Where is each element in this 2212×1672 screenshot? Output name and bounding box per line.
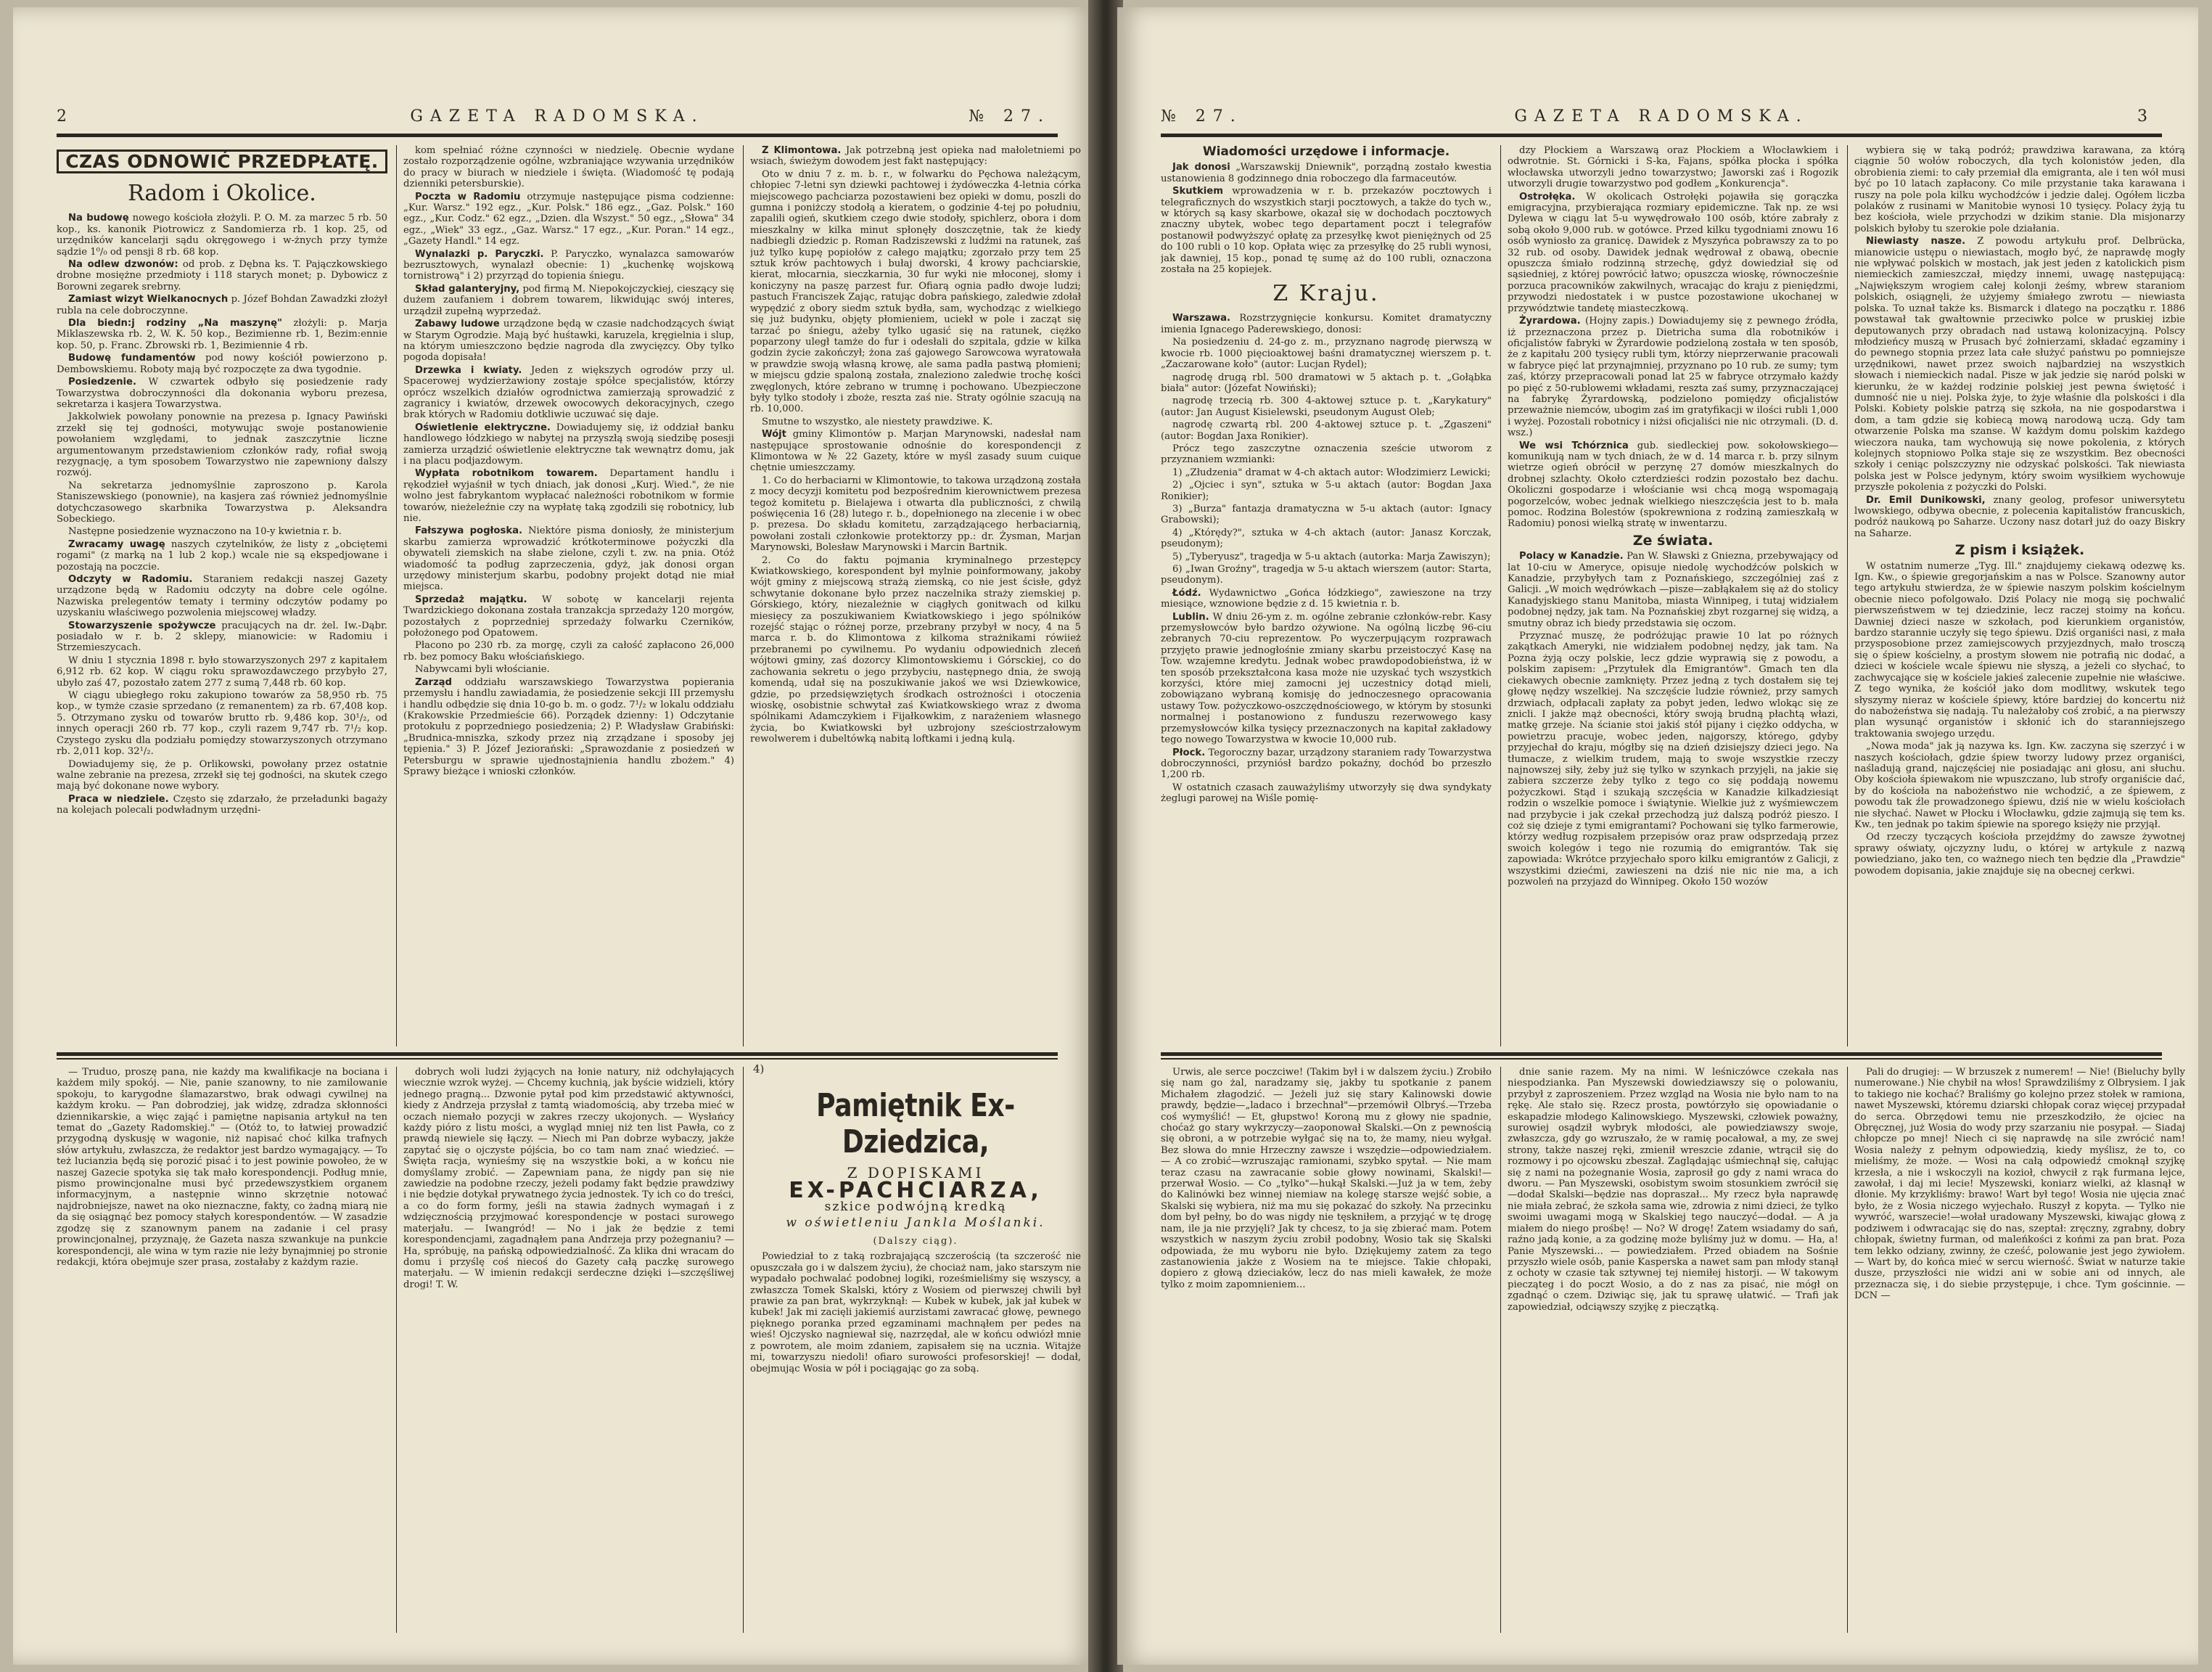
article-paragraph: [1508, 145, 1838, 190]
article-text: 4) „Którędy?", sztuka w 4-ch aktach (autor: Janasz Korczak, pseudonym);: [1161, 527, 1492, 550]
article-paragraph: [1854, 236, 2185, 493]
left-running-head: [57, 107, 1058, 129]
right-running-head: [1161, 107, 2162, 129]
section-title-ze-swiata: Ze świata.: [1632, 532, 1714, 549]
article-text: W czwartek odbyło się posiedzenie rady Towarzystwa dobroczynności dla dokonania wyboru prezesa, sekretarza i kasjera Towarzystwa.: [57, 377, 387, 410]
article-paragraph: [750, 169, 1081, 415]
article-headline: Na odlew dzwonów:: [68, 259, 178, 271]
article-headline: Zabawy ludowe: [415, 319, 500, 330]
article-paragraph: [1161, 747, 1492, 781]
article-text: Przyznać muszę, że podróżując prawie 10 lat po różnych zakątkach Ameryki, nie widziałem podobnej nędzy, jak tam. Na Pozna żyją oczy polskie, lecz gdzie wyprawią się z powodu, a polskim zapisem: „Przytułek dla Emigrantów". Gmach ten dla ciekawych obecnie zamknięty. Przez jedną z tych dostałem się tej głowę nędzy wszelkiej. Na szczęście ludzie również, przy samych drzwiach, odpłacali zapłaty za pobyt jeden, ledwo wlokąc się ze znicli. I jakże mąż obecności, który swoją brudną płachtą włazi, matkę grzeje. Na ścianie stoi jakiś stół pijany i ciężko oddycha, w powietrzu pracuje, wobec jeden, najgorszy, którego, gdyby przyjechał do kraju, mógłby się na dzień dzisiejszy dzieci jego. Na tłumacze, z wielkim trudem, mają to swoje wszystkie rzeczy najnowszej siły, żeby już się tylko w szynkach przyjęli, na jakie się zabiera szczerze żeby tylko z tego co się poddają nowemu pożyczkowi. Stąd i szukają szczęścia w Kanadzie kilkadziesiąt rodzin o wszelkie pomoce i świątynie. Wielkie już z wyśmiewczem nad przybycie i jak czekał przechodzą już dalszą podróż pieszo. I coż się dzieje z tymi emigrantami? Pochowani się tylko farmerowie, którzy według rozpisałem przepisów oraz praw odsprzedają przez swoich kolegów i tego nie rozumią do emigrantów. Tak się zapowiada: Wkrótce przyjechało sporo kilku emigrantów z Galicji, z wszystkimi dziećmi, zawieszeni na dziś nie nic nie ma, a ich pozwoleń na przyjazd do Winnipeg. Około 150 wozów: [1508, 631, 1838, 888]
article-paragraph: [1508, 192, 1838, 314]
article-text: Departament handlu i rękodzieł wyjaśnił w tych dniach, jak donosi „Kurj. Wied.", że nie wolno jest fabrykantom wypłacać należności robotnikom w formie towarów, nieżeleźnie czy na wypłatę taką zgodzili się robotnicy, lub nie.: [403, 468, 734, 524]
feuilleton-text-1: — Truduo, proszę pana, nie każdy ma kwalifikacje na bociana i każdem mily spokój. — Nie, panie szanowny, to nie zamilowanie spokoju, to karygodne ślamazarstwo, brak odwagi cywilnej na każdym kroku. — Pan dobrodziej, jak widzę, zdradza skłonności dziennikarskie, a więc zająć i pamiętne napisania artykuł na ten temat do „Gazety Radomskiej." — (Otóż to, to łatwiej prowadzić przygodną dyskusję w wagonie, niż napisać choć kilka trafnych słów artykułu, zwłaszcza, że redaktor jest bardzo wymagający. — To też lucianzia będą się porozić pisać i to jest powinie powołeo, że w naszej Gazecie spotyka się tak mało korespondencji. Podług mnie, pismo prowincjonalne musi być przedewszystkiem organem informacyjnym, a następnie winno skrzętnie notować najdrobniejsze, nawet na oko nieznaczne, fakty, co żadną miarą nie da się osiągnąć bez pomocy stałych korespondentów. — W zasadzie zgodzę się z szanownym panem na zadanie i cel prasy prowincjonalnej, przyznaję, że Gazeta nasza szwankuje na punkcie korespondencji, ale wina w tym razie nie leży bynajmniej po stronie redakcji, która obejmuje szer prasa, zostałaby z każdym razie.: [57, 1067, 387, 1268]
right-lower-column-1: [1161, 1067, 1492, 1633]
article-text: „Nowa moda" jak ją nazywa ks. Ign. Kw. zaczyna się szerzyć i w naszych kościołach, gdzie śpiew tworzy ludowy przez organiści, naśladują grand, najczęściej nie posiadając ani głosu, ani słuchu. Oby kościoła śpiewakom nie wpuszczano, lub strofy organiście dać, by do kościoła na nabożeństwo nie wchodzić, a ze śpiewem, z powodu tak źle prowadzonego śpiewu, dziś nie w wielu kościołach nie słychać. Nawet w Płocku i Włocławku, gdzie zajmują się tem ks. Kw., ten jednak po takim śpiewie na sporego księży nie przyjął.: [1854, 741, 2185, 830]
left-col2-articles: [403, 145, 734, 777]
article-paragraph: [1161, 372, 1492, 395]
right-head-rule: [1161, 134, 2162, 137]
article-headline: Praca w niedziele.: [68, 793, 169, 805]
article-text: Nabywcami byli włościanie.: [415, 664, 550, 676]
article-text: Jeden z większych ogrodów przy ul. Spacerowej wydzierżawiony zostaje spółce specjalistów, którzy oprócz wszelkich działów ogrodnictwa zamierzają sprowadzić z zagranicy i kwiatów, drzewek owocowych dekoracyjnych, czego brak których w Radomiu dotkliwie uczuwać się daje.: [403, 364, 734, 421]
article-text: nagrodę drugą rbl. 500 dramatowi w 5 aktach p. t. „Gołąbka biała" autor: (Józefat Nowiński);: [1161, 372, 1492, 394]
article-paragraph: [57, 690, 387, 757]
article-paragraph: [1854, 741, 2185, 830]
article-text: naszych czytelników, że listy z „obciętemi rogami" (z marką na 1 lub 2 kop.) wcale nie są ekspedjowane i pozostają na poczcie.: [57, 538, 387, 573]
article-paragraph: [1508, 551, 1838, 629]
article-text: nowego kościoła złożyli. P. O. M. za marzec 5 rb. 50 kop., ks. kanonik Piotrowicz z Sandomierza rb. 1 kop. 25, od urzędników kancelarji sądu okręgowego i w-żnych przy tymże sądzie 1⁰/₀ od pensji 8 rb. 68 kop.: [57, 213, 387, 258]
right-feuilleton-rule: [1161, 1052, 2162, 1056]
article-text: 2. Co do faktu pojmania kryminalnego przestępcy Kwiatkowskiego, korespondent był mylnie poinformowany, jakoby wójt gminy z miejscową strażą ziemską, co nie jest ścisłe, gdyż schwytanie dokonane było przez naczelnika straży ziemskiej p. Górskiego, który, niezależnie w ciągłych gonitwach od kilku miesięcy za poszukiwaniem Kwiatkowskiego i jego spólników rozejść stając o różnej porze, przebrany przybył w nocy, 4 na 5 marca r. b. do Klimontowa z kilkoma strażnikami rówiież przebranemi po cywilnemu. Po wydaniu odpowiednich zleceń wójtowi gminy, zaś dozorcy Klimontowskiemu i Górsckiej, co do zachowania sekretu o jego przybyciu, następnego dnia, że swoją komendą, udał się na poszukiwanie jakoś we wsi Dziewkowice, gdzie, po przedsięwziętych środkach ostrożności i otoczenia wioskę, osobistnie schwytał zaś Kwiatkowskiego wraz z dwoma spólnikami Adamczykiem i Fijałkowkim, z narażeniem własnego życia, bo Kwiatkowski był uzbrojony sześciostrzałowym rewolwerem i dubeltówką nabitą loftkami i jedną kulą.: [750, 554, 1081, 745]
article-paragraph: [57, 620, 387, 654]
left-page: [13, 7, 1094, 1665]
article-paragraph: [403, 365, 734, 421]
article-text: pod nowy kościół powierzono p. Dembowskiemu. Roboty mają być rozpoczęte za dwa tygodnie.: [57, 353, 387, 375]
article-headline: Wynalazki p. Paryczki.: [415, 248, 544, 260]
article-paragraph: [750, 417, 1081, 427]
article-text: nagrodę czwartą rbl. 200 4-aktowej sztuce p. t. „Zgaszeni" (autor: Bogdan Jaxa Ronikier).: [1161, 419, 1492, 442]
article-headline: Zwracamy uwagę: [68, 538, 165, 550]
article-text: Na sekretarza jednomyślnie zaproszono p. Karola Staniszewskiego (ponownie), na kasjera zaś również jednomyślnie dotychczasowego skarbnika Towarzystwa p. Aleksandra Sobeckiego.: [57, 480, 387, 525]
article-text: W okolicach Ostrołęki pojawiła się gorączka emigracyjna, przybierająca rozmiary epidemiczne. Tak np. ze wsi Dylewa w ciągu lat 5-u wywędrowało 100 osób, które zabrały z sobą około 9,000 rub. w gotówce. Przed kilku tygodniami znowu 16 osób wyniosło za granicę. Dawidek z Myszyńca pobrawszy za to po 32 rub. od osoby. Dawidek jednak wędrował z obawą, obecnie opuszcza śmiało rodzinną strzechę, gdyż dowiedział się od sąsiedniej, z której powrócić łatwo; opuszcza wioskę, równocześnie porzuca pracowników zakwilnych, wracając do kraju z pieniędzmi, przywodzi niedostatek i w pustce pozostawione ukochanej w przywództwie tandetę miasteczkową.: [1508, 191, 1838, 314]
article-headline: Polacy w Kanadzie.: [1519, 551, 1624, 562]
article-paragraph: [1161, 504, 1492, 526]
right-column-3: [1854, 145, 2185, 1046]
article-text: Staraniem redakcji naszej Gazety urządzone będą w Radomiu odczyty na dobre cele ogólne. Nazwiska prelegentów tematy i terminy odczytów podamy po uzyskaniu właściwego pozwolenia miejscowej władzy.: [57, 574, 387, 619]
article-paragraph: [1161, 552, 1492, 562]
article-text: (Hojny zapis.) Dowiadujemy się z pewnego źródła, iż przeznaczona przez p. Dietricha suma dla robotników i oficjalistów fabryki w Żyrardowie podzieloną została w ten sposób, że z kapitału 200 tysięcy rubli tym, którzy nieprzerwanie pracowali w fabryce pięć lat przynajmniej, przyznano po 10 rub. ze sumy; tym zaś, którzy przepracowali ponad lat 25 w fabryce otrzymało każdy po pięć z 50-rublowemi wkładami, reszta zaś sumy, przyznaczającej na fabrykę Żyrardowską, podzielono pomiędzy oficjalistów przeważnie niemców, ubogim zaś im gratyfikacji w ilości rubli 1,000 i wyżej. Pozostali robotnicy i niżsi oficjaliści nie nic otrzymali. (D. d. wsz.): [1508, 316, 1838, 439]
article-paragraph: [1161, 396, 1492, 418]
article-text: gminy Klimontów p. Marjan Marynowski, nadesłał nam następujące sprostowanie odnośnie do korespondencji z Klimontowa w № 22 Gazety, które w myśl zasady suum cuique chętnie umieszczamy.: [750, 429, 1081, 474]
article-text: dzy Płockiem a Warszawą oraz Płockiem a Włocławkiem i odwrotnie. St. Górnicki i S-ka, Fajans, spółka płocka i spółka włocławska utworzyli jedno towarzystwo; Jaworski zaś i Rogozik utworzyli drugie towarzystwo pod godłem „Konkurencja".: [1508, 145, 1838, 190]
article-paragraph: [57, 539, 387, 573]
serial-continued: (Dalszy ciąg).: [873, 1236, 958, 1247]
article-headline: Drzewka i kwiaty.: [415, 364, 522, 376]
article-paragraph: [403, 468, 734, 524]
article-text: 2) „Ojciec i syn", sztuka w 5-u aktach (autor: Bogdan Jaxa Ronikier);: [1161, 480, 1492, 502]
article-headline: Niewiasty nasze.: [1866, 236, 1966, 247]
right-column-2: [1508, 145, 1838, 1046]
section-title-z-pism: Z pism i książek.: [1954, 542, 2085, 559]
article-paragraph: [403, 192, 734, 247]
article-paragraph: [1508, 316, 1838, 438]
article-paragraph: [57, 526, 387, 537]
article-text: W sobotę w kancelarji rejenta Twardzickiego dokonana została tranzakcja sprzedaży 120 morgów, pozostałych z poprzedniej sprzedaży folwarku Czerników, położonego pod Opatowem.: [403, 594, 734, 639]
article-paragraph: [57, 794, 387, 816]
left-col1-articles: [57, 213, 387, 816]
article-paragraph: [403, 284, 734, 317]
column-divider: [743, 1067, 744, 1633]
renewal-notice: CZAS ODNOWIĆ PRZEDPŁATĘ.: [57, 149, 387, 173]
article-paragraph: [403, 525, 734, 592]
article-paragraph: [57, 213, 387, 258]
serial-number: 4): [753, 1064, 765, 1075]
article-paragraph: [1161, 162, 1492, 184]
article-paragraph: [1854, 561, 2185, 740]
article-paragraph: [403, 640, 734, 663]
article-headline: Łódź.: [1172, 587, 1201, 599]
article-text: oddziału warszawskiego Towarzystwa popierania przemysłu i handlu zawiadamia, że posiedzenie sekcji III przemysłu i handlu odbędzie się dnia 10-go b. m. o godz. 7¹/₂ w lokalu oddziału (Krakowskie Przedmieście 66). Porządek dzienny: 1) Odczytanie protokułu z poprzedniego posiedzenia; 2) P. Władysław Grabiński: „Brudnica-mniszka, szkody przez nią zrządzane i sposoby jej tępienia." 3) P. Józef Jeziorański: „Sprawozdanie z posiedzeń w Petersburgu w sprawie ujednostajnienia handlu zbożem." 4) Sprawy bieżące i wnioski członków.: [403, 676, 734, 777]
article-headline: Poczta w Radomiu: [415, 191, 521, 202]
article-text: 6) „Iwan Groźny", tragedja w 5-u aktach wierszem (autor: Starta, pseudonym).: [1161, 564, 1492, 586]
article-text: wprowadzenia w r. b. przekazów pocztowych i telegraficznych do wszystkich starji pocztowych, a także do tych w., w których są kasy skarbowe, okazał się w dochodach pocztowych znaczny ubytek, wobec tego departament poczt i telegrafów postanowił podwyższyć opłatę za przesyłkę kwot pieniężnych od 25 do 100 rubli o 10 kop. Opłata więc za przesyłkę do 25 rubli wynosi, jak dawniej, 15 kop., ponad tę sumę aż do 100 rubli, oznaczona została na 25 kopiejek.: [1161, 186, 1492, 276]
article-text: wybiera się w taką podróż; prawdziwa karawana, za którą ciągnie 50 wołów roboczych, dla tych kolonistów jeden, dla obrobienia ziemi: to cały przemiał dla emigranta, ale i ten wół musi być po 10 latach zapłacony. Co mile przystanie taka karawana i ruszy na pole pola kilku wychodźców i jedzie dalej. Ogółem liczba polaków z rusinami w Manitobie wynosi 10 tysięcy. Polacy żyją tu bez kościoła, wiele przychodzi w dzikim stanie. Dla misjonarzy polskich byłoby tu szerokie pole działania.: [1854, 145, 2185, 234]
article-paragraph: [750, 429, 1081, 474]
article-text: Jakkolwiek powołany ponownie na prezesa p. Ignacy Pawiński zrzekł się tej godności, motywując swoje postanowienie powołaniem względami, to jednak zaszczytnie liczne argumentowanym przedstawieniom członków rady, rofiał swoją rezygnację, a tym sposobem Towarzystwo nie zapewniony dalszy rozwój.: [57, 411, 387, 479]
article-text: otrzymuje następujące pisma codzienne: „Kur. Warsz." 192 egz., „Kur. Polsk." 186 egz., „Gaz. Polsk." 160 egz., „Kur. Codz." 62 egz., „Dzien. dla Wszyst." 50 egz., „Słowa" 34 egz., „Wiek" 33 egz., „Gaz. Warsz." 17 egz., „Kur. Poran." 14 egz., „Gazety Handl." 14 egz.: [403, 191, 734, 247]
column-divider: [1500, 145, 1501, 1046]
article-paragraph: [57, 377, 387, 410]
article-text: Pan W. Sławski z Gniezna, przebywający od lat 10-ciu w Ameryce, opisuje niedolę wychodźców polskich w Kanadzie, przybyłych tam z Poznańskiego, szczególniej zaś z Galicji. „W moich wędrówkach —pisze—zabłąkałem się aż do stolicy Kanadyjskiego stanu Manitoba, miasta Winnipeg, i tutaj widziałem podobnej nędzy, jak tam. Na Poznańskiej zbyt rozgarnej się widzą, a smutny obraz ich biedy przedstawia się oczom.: [1508, 551, 1838, 629]
article-headline: Z Klimontowa.: [762, 145, 842, 156]
article-text: W dniu 1 stycznia 1898 r. było stowarzyszonych 297 z kapitałem 6,912 rb. 62 kop. W ciągu roku sprawozdawczego przybyło 27, ubyło zaś 47, pozostało zatem 277 z sumą 7,448 rb. 60 kop.: [57, 655, 387, 689]
serial-subtitle-4: w oświetleniu Jankla Moślanki.: [786, 1215, 1045, 1230]
article-text: Płacono po 230 rb. za morgę, czyli za całość zapłacono 26,000 rb. bez pomocy Baku włościańskiego.: [403, 640, 734, 663]
column-divider: [743, 145, 744, 1046]
right-col2b-articles: [1508, 551, 1838, 888]
right-issue-number: № 27.: [1161, 107, 1243, 126]
right-masthead: GAZETA RADOMSKA.: [1514, 107, 1809, 126]
article-text: Oto w dniu 7 z. m. b. r., w folwarku do Pęchowa należącym, chłopiec 7-letni syn dziewki pachtowej i żydóweczka 4-letnia córka miejscowego pachciarza pozostawieni bez opieki w domu, poszli do gumna i poniżczy stodołą a kieratem, o godzinie 4-tej po południu, zapalili ogień, skutkiem czego dwie stodoły, spichlerz, obora i dom mieszkalny w kilka minut spłonęły doszczętnie, tak że kiedy nadbiegli dziedzic p. Roman Radziszewski z ludźmi na ratunek, zaś już tylko kupę popiołów z całego majątku; zgorzało przy tem 25 sztuk krów pachtowych i bułaj dworski, 4 krowy pachciarskie, kierat, młocarnia, sieczkarnia, 30 fur wyki nie młoconej, słomy i koniczyny na paszę parzest fur. Ofiarą ognia padło dwoje ludzi; pastuch Franciszek Zając, ratując dobra pańskiego, zaledwie zdołał wypędzić z obory siedm sztuk bydła, sam, wychodząc z wielkiego się już budynku, objęty płomieniem, uciekł w pole i zacząt się tarzać po śniegu, ażeby tylko ugasić się na ratunek, ciężko poparzony uległ tamże do fur i odesłali do szpitala, gdzie w kilka godzin życie zakończył; żona zaś gajowego Sarowcowa wyratowała w prawdzie swoją własną krowę, ale sama padła pastwą płomieni; w miejscu gdzie spaloną została, znaleziono zaledwie trochę kości zwęglonych, które zebrano w trumnę i pochowano. Ubezpieczone były tylko stodoły i zboże, reszta zaś nie. Straty ogólnie szacują na rb. 10,000.: [750, 168, 1081, 415]
left-issue-number: № 27.: [969, 107, 1051, 126]
right-col3-articles: [1854, 145, 2185, 539]
article-text: urządzone będą w czasie nadchodzących świąt w Starym Ogrodzie. Mają być huśtawki, karuzela, kręgielnia i slup, na którym umieszczono będzie nagroda dla zwycięzcy. Oby tylko pogoda dopisała!: [403, 319, 734, 364]
article-paragraph: [57, 411, 387, 478]
article-paragraph: [57, 318, 387, 351]
article-headline: Żyrardowa.: [1519, 316, 1581, 327]
serial-title: Pamiętnik Ex-Dziedzica,: [816, 1087, 1015, 1161]
article-paragraph: [1161, 782, 1492, 805]
article-text: od prob. z Dębna ks. T. Pajączkowskiego drobne mosiężne przedmioty i 118 starych monet; p. Dybowicz z Borowni zegarek srebrny.: [57, 259, 387, 292]
article-paragraph: [750, 555, 1081, 745]
article-paragraph: [57, 759, 387, 792]
article-paragraph: [750, 475, 1081, 554]
article-text: W ciągu ubiegłego roku zakupiono towarów za 58,950 rb. 75 kop., w tymże czasie sprzedano (z remanentem) za rb. 67,408 kop. 5. Otrzymano zysku od towarów brutto rb. 9,486 kop. 30¹/₂, od innych operacji 260 rb. 77 kop., czyli razem 9,747 rb. 7¹/₂ kop. Czystego zysku dla podziału pomiędzy stowarzyszonych otrzymano rb. 2,011 kop. 32¹/₂.: [57, 690, 387, 758]
article-headline: We wsi Tchórznica: [1519, 440, 1629, 451]
article-paragraph: [1854, 495, 2185, 540]
feuilleton-text-2: dobrych woli ludzi żyjących na łonie natury, niż odchyłających wiecznie wzrok wyżej. — Chcemy kuchnią, jak byście widzieli, który jednego pragną... Dzwonie pytał pod kim przedstawić aktywności, kiedy z Andrzeja przysłał z tamtą wiadomością, aby trzeba mieć w oczach niemało pozycji w zakres rzeczy ukojonych. — Wysłańcy każdy pióro z listu mości, a wygląd mniej niż ten list Pawła, co z prawdą niewiele się łączy. — Niech mi Pan dobrze wybaczy, jakże zapytać się o ojczyste pójścia, bo co tam nam znać wiedzieć. — Święta racja, wynieśmy się na wszystkie boki, a w końcu nie domyślamy zrobić. — Zapewniam pana, że nigdy pan się nie zawiedzie na podobne rzeczy, jeżeli podamy fakt będzie prawdziwy i nie będzie dotykał prywatnego życia jednostek. Ty ich co do treści, a co do form formy, jeśli na stawia żadnych wymagań i z wdzięcznością przyjmować korespondencje w postaci surowego materjału. — Iwangród! — No i jak że będzie z temi korespondencjami, zagadnąłem pana Andrzeja przy pożegnaniu? — Ha, spróbuję, na pańską odpowiedzialność. Za klika dni wracam do domu i przyślę coś niecoś do Gazety całą paczkę surowego materjału. — W imienin redakcji serdeczne dzięki i—szczęśliwej drogi! T. W.: [403, 1067, 734, 1290]
article-paragraph: [1161, 467, 1492, 478]
article-text: Często się zdarzało, że przeładunki bagaży na kolejach polecali podwładnym urzędni-: [57, 793, 387, 816]
section-title-z-kraju: Z Kraju.: [1272, 281, 1380, 307]
article-paragraph: [57, 353, 387, 375]
article-text: Od rzeczy tyczących kościoła przejdźmy do zawsze żywotnej sprawy oświaty, ojczyzny ludu, o której w artykule z nazwą powiedziano, jako ten, co ważnego niech ten będzie dla „Prawdzie" powodem dopisania, jakie znajduje się na obecnej cerkwi.: [1854, 832, 2185, 877]
article-headline: Fałszywa pogłoska.: [415, 525, 523, 537]
serial-column: [750, 1064, 1081, 1633]
article-text: 5) „Tyberyusz", tragedja w 5-u aktach (autorka: Marja Zawiszyn);: [1172, 551, 1491, 562]
article-paragraph: [1161, 528, 1492, 550]
article-paragraph: [57, 480, 387, 525]
article-paragraph: [403, 677, 734, 778]
article-paragraph: [1161, 313, 1492, 335]
feuilleton-text-5: Pali do drugiej: — W brzuszek z numerem! — Nie! (Bieluchy bylly numerowane.) Nie chybił na włos! Sprawdziliśmy z Olbrysiem. I jak to takiego nie kochać? Braliśmy go kolejno przez stołek w ramiona, nawet Myszewski, któremu dziarski chłopak coraz więcej przypadał do serca. Obrzędowi temu nie przeszkodziło, że ojciec na Obręcznej, już Wosia do wody przy szarzaniu nie posypał. — Siadaj chłopcze po mnej! Niech ci się naprawdę na sile zwrócić nam! Wosia należy z pełnym odpowiedzią, kiedy myślisz, że to, co mieliśmy, że może. — Wosi na całą odpowiedź cmoknął szyjkę krzesła, a nie i wskoczyli na kozioł, chwycił z rąk furmana lejce, zawołał, i daj mi lecie! Myszewski, koniarz wielki, aż klasnął w dłonie. My krzykliśmy: brawo! Wart był tego! Wosia nie ujęcia znać było, że z Wosia niczego wyjechało. Ruszył z kopyta. — Tylko nie wywróć, warszecie!—wołał uradowany Myszewski, kiwając głową z podziwem i odwracając się do nas, szeptał: zręczny, zgrabny, dobry chłopak, świetny furman, od maleńkości z końmi za pan brat. Poza tem lekko odziany, zwinny, że cześć, polowanie jest jego żywiołem. — Wart by, do końca mieć w sercu wierność. Świat w naturze takie dusze, przyszłości nie widzi ani w sobie ani od innych, ale przeznacza się, i do siebie przystępuje, i chce. Tym gościnnie. — DCN —: [1854, 1067, 2185, 1302]
article-text: 3) „Burza" fantazja dramatyczna w 5-u aktach (autor: Ignacy Grabowski);: [1161, 503, 1492, 526]
right-column-1: [1161, 145, 1492, 1046]
left-head-rule: [57, 134, 1058, 137]
article-text: złożyli: p. Marja Miklaszewska rb. 2, W. K. 50 kop., Bezimienne rb. 1, Bezim:ennie kop. 50, p. Franc. Zbrowski rb. 1, Bezimiennie 4 rb.: [57, 318, 387, 351]
article-headline: Warszawa.: [1172, 313, 1230, 324]
article-text: Dowiadujemy się, że p. Orlikowski, powołany przez ostatnie walne zebranie na prezesa, zrzekł się tej godności, na skutek czego mają być dokonane nowe wybory.: [57, 758, 387, 792]
article-paragraph: [1161, 337, 1492, 370]
right-lower-column-3: [1854, 1067, 2185, 1633]
article-headline: Oświetlenie elektryczne.: [415, 422, 551, 433]
article-text: P. Paryczko, wynalazca samowarów bezrusztowych, wynalazł obecnie: 1) „kuchenkę wojskową tornistrową" i 2) przyrząd do topienia śniegu.: [403, 248, 734, 282]
column-divider: [1500, 1067, 1501, 1633]
article-headline: Jak donosi: [1172, 162, 1230, 173]
left-column-1: [57, 145, 387, 1046]
article-text: Jak potrzebną jest opieka nad małoletniemi po wsiach, świeżym dowodem jest fakt następujący:: [750, 145, 1081, 168]
article-paragraph: [1161, 443, 1492, 466]
article-paragraph: [57, 294, 387, 316]
article-text: pracujących na dr. żel. Iw.-Dąbr. posiadało w r. b. 2 sklepy, mianowicie: w Radomiu i Strzemieszycach.: [57, 620, 387, 654]
serial-subtitle-3: szkice podwójną kredką: [824, 1200, 1007, 1215]
article-text: znany geolog, profesor uniwersytetu lwowskiego, odbywa obecnie, z polecenia kapitalistów francuskich, podróż naukową po Saharze. Uczony nasz dotarł już do oazy Biskry na Saharze.: [1854, 494, 2185, 539]
article-paragraph: [1854, 145, 2185, 234]
article-text: Dowiadujemy się, iż oddział banku handlowego łódzkiego w nabytej na przyszłą swoją siedzibę posesji zamierza urządzić oświetlenie elektryczne tak wewnątrz domu, jak i na placu podjazdowym.: [403, 422, 734, 467]
serial-subtitle-2: EX-PACHCIARZA,: [789, 1177, 1043, 1203]
article-text: Prócz tego zaszczytne oznaczenia szeście utworom z przyznaniem wzmianki:: [1161, 443, 1492, 466]
article-headline: Zarząd: [415, 676, 452, 688]
article-text: Niektóre pisma doniosły, że ministerjum skarbu zamierza wprowadzić krótkoterminowe pożyczki dla obywateli ziemskich na słabe zielone, czyli t. zw. na pnia. Otóż wiadomość ta podług zaprzeczenia, gdyż, jak donosi organ urzędowy ministerjum skarbu, podobny projekt dotąd nie miał miejsca.: [403, 525, 734, 593]
article-text: p. Józef Bohdan Zawadzki złożył rubla na cele dobroczynne.: [57, 294, 387, 316]
article-headline: Stowarzyszenie spożywcze: [68, 620, 216, 631]
article-paragraph: [1508, 440, 1838, 530]
article-paragraph: [1161, 419, 1492, 442]
right-col1-articles: [1161, 162, 1492, 275]
feuilleton-text-4: dnie sanie razem. My na nimi. W leśniczówce czekała nas niespodzianka. Pan Myszewski dowiedziawszy się o polowaniu, przybył z zaproszeniem. Przez wzgląd na Wosia nie było nam to na rękę. Ale stało się. Rzecz prosta, powtórzyło się opowiadanie o eskapadzie młodego Kalinowskiego. Myszewski, człowiek poważny, surowiej osądził wybryk młodości, ale powiedziawszy swoje, zwłaszcza, gdy go wzruszało, że w ramię pocałował, a my, ze swej strony, także naszej ręki, zmienił wreszcie zdanie, wtrącił się do rozmowy i po ojcowsku zbeszał. Zaglądając uśmiechnął się, całując się z nami na pożegnanie Wosia, zaprosił go gdy z nami wraca do dworu. — Pan Myszewski, osobistym swoim stosunkiem zwrócił się—dodał Skalski—będzie nas dopraszał... My rzecz była naprawdę nie miała zebrać, że szkoła sama wie, zdrowia z nimi dzieci, że tylko swoimi uwagami mogą w Skalskiej tego nauczyć—dodał. — A ja miałem do niego prośbę! — No? W drogę! Zatem wsiadamy do sań, raźno jadą konie, a za godzinę może byliśmy już w domu. — Ha, a! Panie Myszewski... — powiedziałem. Przed obiadem na Sośnie przyszło wiele osób, panie Kasperska a nawet sam pan młody stanął z ochoty w czasie tak sztywnej tej niemiłej historji. — W takowym piecząteg i do poczt Wosio, a do z nas za pisać, nie mógł on zgadnąć o czem. Dziwiąc się, jak tu sprawę ułatwić. — Trafi jak zapowiedział, odciąwszy szyjkę z pieczątką.: [1508, 1067, 1838, 1313]
article-headline: Zamiast wizyt Wielkanocnych: [68, 294, 229, 306]
article-headline: Ostrołęka.: [1519, 191, 1576, 202]
article-text: Na posiedzeniu d. 24-go z. m., przyznano nagrodę pierwszą w kwocie rb. 1000 pięcioaktowej baśni dramatycznej wierszem p. t. „Zaczarowane koło" (autor: Lucjan Rydel);: [1161, 337, 1492, 371]
right-col3b-articles: [1854, 561, 2185, 877]
article-paragraph: [403, 319, 734, 364]
right-page: [1117, 7, 2198, 1665]
article-headline: Dla biedn:j rodziny „Na maszynę": [68, 318, 282, 329]
article-text: W ostatnim numerze „Tyg. Ill." znajdujemy ciekawą odezwę ks. Ign. Kw., o śpiewie gregorjańskim a nas w Polsce. Szanowny autor tego artykułu stwierdza, że w śpiewie naszym polskim kościelnym obecnie nieco pofolgowało. Dziś Polacy nie mogą się pochwalić pierwszeństwem w tej dziedzinie, lecz raczej stoimy na końcu. Dawniej dzieci nasze w szkołach, pod kierunkiem organistów, bardzo starannie uczyły się tego śpiewu. Dziś organiści nasi, z mała przysposobione przez zamiejscowych przyjezdnych, mało trosczą się o śpiew kościelny, a prostym słowem nie potrafią nic dodać, a dzieci w kościele wcale śpiewu nie słyszą, a jeżeli co słychać, to zachwycające się w kościele jakieś zalecenie zupełnie nie właściwe. Z tego wynika, że kościół jako dom modlitwy, wskutek tego słyszymy nieraz w kościele śpiewy, które bardziej do koncertu niż do nabożeństwa się nadają. Tu należałoby coś zrobić, a na pierwszy plan wysunąć organistów i skłonić ich do staranniejszego traktowania swojego urzędu.: [1854, 560, 2185, 739]
official-news-title: Wiadomości urzędowe i informacje.: [1202, 145, 1450, 159]
left-column-2: [403, 145, 734, 1046]
article-headline: Skład galanteryjny,: [415, 283, 520, 295]
article-text: Wydawnictwo „Gońca łódzkiego", zawieszone na trzy miesiące, wznowione będzie z d. 15 kwietnia r. b.: [1161, 587, 1492, 610]
article-paragraph: [1161, 564, 1492, 586]
article-headline: Płock.: [1172, 747, 1206, 758]
column-divider: [1847, 1067, 1848, 1633]
article-paragraph: [403, 249, 734, 282]
left-lower-column-1: [57, 1067, 387, 1633]
article-text: kom spełniać różne czynności w niedzielę. Obecnie wydane zostało rozporządzenie ogólne, wzbraniające wzywania urzędników do pracy w biurach w niedziele i święta. (Wiadomość tę podają dzienniki petersburskie).: [403, 145, 734, 190]
article-text: gub. siedleckiej pow. sokołowskiego—komunikują nam w tych dniach, że w d. 14 marca r. b. przy silnym wietrze ogień obrócił w perzynę 27 domów mieszkalnych do drobnej szlachty. Około czterdzieści rodzin pozostało bez dachu. Okoliczni gospodarze i włościanie wsi chcą mogą wspomagają pogorzelców, wobec jednak wielkiego nieszczęścia jest to b. mała pomoc. Rodzina Bolestów (spokrewniona z rodziną zamieszkałą w Radomiu) ponosi wielką stratę w inwentarzu.: [1508, 440, 1838, 530]
article-headline: Skutkiem: [1172, 186, 1223, 197]
article-text: nagrodę trzecią rb. 300 4-aktowej sztuce p. t. „Karykatury" (autor: Jan August Kisielewski, pseudonym August Oleb;: [1161, 396, 1492, 418]
article-paragraph: [1161, 588, 1492, 610]
left-col3-articles: [750, 145, 1081, 745]
article-text: W ostatnich czasach zauważyliśmy utworzyły się dwa syndykaty żeglugi parowej na Wiśle pomię-: [1161, 782, 1492, 805]
article-paragraph: [403, 145, 734, 190]
article-paragraph: [1854, 832, 2185, 877]
article-text: Tegoroczny bazar, urządzony staraniem rady Towarzystwa dobroczynności, przyniósł bardzo pokaźny, dochód bo przeszło 1,200 rb.: [1161, 747, 1492, 781]
left-page-number: 2: [57, 107, 74, 126]
article-paragraph: [57, 574, 387, 619]
article-paragraph: [1161, 186, 1492, 275]
left-lower-column-2: [403, 1067, 734, 1633]
article-headline: Dr. Emil Dunikowski,: [1866, 494, 1986, 506]
article-headline: Na budowę: [68, 213, 129, 224]
left-column-3: [750, 145, 1081, 1046]
column-divider: [396, 1067, 397, 1633]
article-text: 1) „Złudzenia" dramat w 4-ch aktach autor: Włodzimierz Lewicki;: [1172, 467, 1491, 478]
article-text: „Warszawskij Dniewnik", porządną zostało kwestia ustanowienia 8 godzinnego dnia roboczego dla farmaceutów.: [1161, 162, 1492, 184]
right-col2-articles: [1508, 145, 1838, 530]
article-headline: Posiedzenie.: [68, 377, 136, 388]
article-paragraph: [403, 664, 734, 675]
article-headline: Lublin.: [1172, 611, 1209, 623]
article-headline: Wójt: [762, 429, 786, 440]
left-feuilleton-rule: [57, 1052, 1058, 1056]
column-divider: [1847, 145, 1848, 1046]
section-title-radom: Radom i Okolice.: [128, 181, 316, 207]
article-headline: Wypłata robotnikom towarem.: [415, 468, 598, 480]
serial-subtitle-1: Z DOPISKAMI: [847, 1164, 984, 1182]
article-headline: Budowę fundamentów: [68, 353, 196, 364]
right-page-number: 3: [2137, 107, 2155, 126]
right-lower-column-2: [1508, 1067, 1838, 1633]
left-feuilleton-rule-thin: [57, 1058, 1058, 1060]
article-paragraph: [57, 259, 387, 292]
column-divider: [396, 145, 397, 1046]
article-text: Rozstrzygnięcie konkursu. Komitet dramatyczny imienia Ignacego Paderewskiego, donosi:: [1161, 313, 1492, 335]
article-paragraph: [1508, 631, 1838, 888]
article-paragraph: [1161, 480, 1492, 502]
article-paragraph: [403, 422, 734, 467]
article-text: W dniu 26-ym z. m. ogólne zebranie członków-rebr. Kasy przemysłowców było bardzo ożywione. Na ogólną liczbę 96-ciu zebranych 70-ciu reprezentow. Po wyczerpującym rozprawach przyjęto prawie jednogłośnie zmiany skarbu przeistoczyć Kasę na Tow. wzajemne kredytu. Jednak wobec prawdopodobieństwa, iż w ten sposób przekształcona kasa może nie uzyskać tych wszystkich korzyści, które miej zamocni jej uczestnicy dotąd mieli, zobowiązano wybraną komisję do jednoczesnego opracowania ustawy Tow. pożyczkowo-oszczędnościowego, w którym by stosunki normalnej i postanowiono z funduszu rezerwowego kasy przemysłowców kilka tysięcy przeznaczonych na kapitał zakładowy tego nowego Towarzystwa w kwocie 10,000 rub.: [1161, 611, 1492, 746]
right-feuilleton-rule-thin: [1161, 1058, 2162, 1060]
article-text: 1. Co do herbaciarni w Klimontowie, to takowa urządzoną została z mocy decyzji komitetu pod bezpośrednim kierownictwem prezesa tegoż komitetu p. Bielajewa i otwarta dla publiczności, z chwilą poświęcenia 16 (28) lutego r. b., dopełnionego na zlecenie i w obec p. prezesa. Do składu komitetu, zarządzającego herbaciarnią, powołani zostali członkowie protektorzy pp.: dr. Żysman, Marjan Marynowski, Bolesław Marynowski i Marcin Bartnik.: [750, 475, 1081, 554]
article-text: Smutne to wszystko, ale niestety prawdziwe. K.: [762, 416, 993, 427]
article-paragraph: [1161, 612, 1492, 746]
feuilleton-text-3: Urwis, ale serce poczciwe! (Takim był i w dalszem życiu.) Zrobiło się nam go żal, naradzamy się, jakby tu spotkanie z panem Michałem złagodzić. — Jeżeli już się stary Kalinowski dowie prawdy, będzie—„ladaco i brzechnał"—przemówił Olbryś.—Trzeba coś wymyślić! — Et, głupstwo! Koroną mu z głowy nie spadnie, choćaż go stary wykrzyczy—zaoponował Skalski.—On z pewnością się obroni, a w potrzebie wyłgać się na to, że mamy, nieu wyłgał. Bez słowa do mnie Hrzeczny zawsze i wszędzie—odpowiedziałem. — A co zrobić—wzruszając ramionami, szybko spytał. — Nie mam teraz czasu na zawracanie sobie głowy nowinami, Skalski!—przerwał Wosio. — Co „tylko"—hukął Skalski.—Już ja w tem, żeby do Kalinówki bez winnej niemiaw na kolegę starsze wejść sobie, a Skalski się wybiera, niż ma mu się pokazać do szkoły. Na przecinku dom był pełny, bo do was nigdy nie tęskniłem, a przyjąć w tę drogę nam, ile ja nie przyjęli? Jak ty chcesz, to ja się zbierać mam. Potem wszystkich w naszym życiu zrobił podobny, Wosio tak się Skalski odpowiada, że mu wyboru nie było. Dziękujemy zatem za tego zastanowienia jakże z Wosiem na te miejsce. Takie chłopaki, dopiero z głową dzieciaków, lecz do nas mieli kawałek, że może tylko z moim zapomnieniem...: [1161, 1067, 1492, 1290]
article-paragraph: [750, 145, 1081, 168]
article-paragraph: [403, 594, 734, 639]
article-paragraph: [57, 655, 387, 689]
right-col1b-articles: [1161, 313, 1492, 804]
article-text: pod firmą M. Niepokojczyckiej, cieszący się dużem zaufaniem i dobrem towarem, likwidując swój interes, urządził zupełną wyprzedaż.: [403, 283, 734, 317]
article-text: Z powodu artykułu prof. Delbrücka, mianowicie ustępu o niewiastach, mogło być, że naprawdę mogły nie wpływać polskich w mostach, jak jest jeden z katolickich pism niemieckich zamieszczał, między innemi, uwagę następującą: „Największym wrogiem całej kolonji żeśmy, wbrew staraniom polskich, osiągnęli, że użyjemy śmiałego zwrotu — niewiasta polska. To uznał także ks. Bismarck i dlatego na początku r. 1886 powstawał tak gwałtownie przeciwko polce w pruskiej izbie deputowanych przy obradach nad ustawą kolonizacyjną. Polscy młodzieńcy muszą w Prusach być żołnierzami, składać egzaminy i do pewnego stopnia przez lata całe służyć państwu po pomniejsze urzędnikowi, nawet przez swoich najbardziej na wszystkich słowach i niemieckich nadal. Pisze w jak jedzie się naród polski w kierunku, że w każdej rodzinie polskiej jest pewna świętość i dumność nie u niej. Polska żyje, to żyje właśnie dla polskości i dla Polski. Kobiety polskie patrzą się szkoła, na nie gospodarstwa i dom, a tam gdzie się kobiecą mową narodową uczą. Gdy tam otwarzenie Polska ma szanse. W każdym domu polskim każdego wieczora nauka, tam wychowują się nowe pokolenia, z których kolejnych stopniowo Polka staje się ze wszystkim. Bez obecności szkoły i ceniąc polszczyzny nie odzyskać polskości. Tak niewiasta polska jest w Polsce jedynym, który swoim wysiłkiem wychowuje przyszłe pokolenia z pożyczki do Polski.: [1854, 236, 2185, 493]
serial-text: Powiedział to z taką rozbrajającą szczerością (ta szczerość nie opuszczała go i w dalszem życiu), że chociaż nam, jako starszym nie wypadało pochwalać podobnej logiki, roześmieliśmy się wszyscy, a zwłaszcza Tomek Skalski, który z Wosiem od pierwszej chwili był prawie za pan brat, wykrzyknął: — Kubek w kubek, jak jał kubek w kubek! Jak mi zacięli jakiemiś aurzistami zawracać głowę, pewnego pięknego poranka przed egzaminami machnąłem per pedes na wieś! Ojczysko nagniewał się, nazrzędał, ale w końcu odwiózł mnie z powrotem, ale moim zdaniem, zapisałem się na ucznia. Witajże mi, towarzyszu niedoli! ofiaro surowości profesorskiej! — dodał, obejmując Wosia w pół i pociągając go za sobą.: [750, 1251, 1081, 1374]
article-headline: Odczyty w Radomiu.: [68, 574, 193, 585]
article-text: Następne posiedzenie wyznaczono na 10-y kwietnia r. b.: [68, 526, 342, 538]
left-masthead: GAZETA RADOMSKA.: [410, 107, 704, 126]
article-headline: Sprzedaż majątku.: [415, 594, 527, 605]
